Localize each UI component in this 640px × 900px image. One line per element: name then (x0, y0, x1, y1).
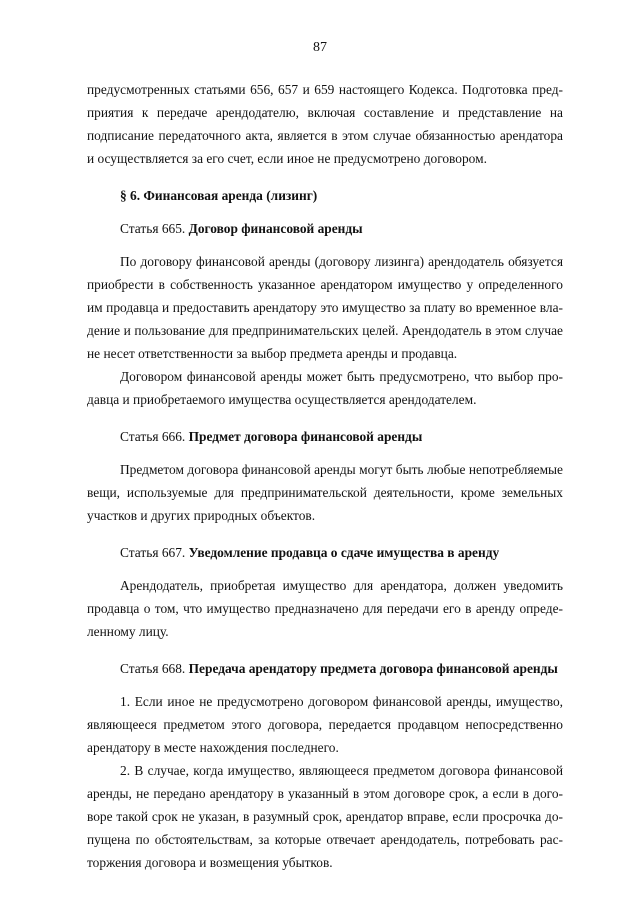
article-666-label: Статья 666. (120, 429, 186, 444)
article-666-paragraph-1: Предметом договора финансовой аренды могут быть любые непотребляемые вещи, используемые для предпринимательской деятельности, кроме земельных участков и других природных объектов. (87, 462, 563, 523)
article-668-title: Передача арендатору предмета договора финансовой аренды (188, 661, 558, 676)
page-number: 87 (313, 40, 327, 55)
article-667-label: Статья 667. (120, 545, 186, 560)
article-668-heading (87, 657, 563, 680)
article-667-paragraph-1: Арендодатель, приобретая имущество для арендатора, должен уведомить продавца о том, что имущество предназначено для передачи его в аренду определенному лицу. (87, 578, 563, 639)
article-665-label: Статья 665. (120, 221, 186, 236)
article-668-paragraph-1: 1. Если иное не предусмотрено договором финансовой аренды, имущество, являющееся предметом этого договора, передается продавцом непосредственно арендатору в месте нахождения последнего. (87, 694, 563, 755)
intro-paragraph: предусмотренных статьями 656, 657 и 659 настоящего Кодекса. Подготовка предприятия к передаче арендодателю, включая составление и представление на подписание передаточного акта, является в этом случае обязанностью арендатора и осуществляется за его счет, если иное не предусмотрено договором. (87, 82, 563, 166)
article-665-paragraph-1: По договору финансовой аренды (договору лизинга) арендодатель обязуется приобрести в собственность указанное арендатором имущество у определенного им продавца и предоставить арендатору это имущество за плату во временное владение и пользование для предпринимательских целей. Арендодатель в этом случае не несет ответственности за выбор предмета аренды и продавца. (87, 254, 563, 361)
article-667-title: Уведомление продавца о сдаче имущества в аренду (188, 545, 500, 560)
article-667-heading (87, 541, 563, 564)
article-666-heading (87, 425, 563, 448)
article-665-paragraph-2: Договором финансовой аренды может быть предусмотрено, что выбор продавца и приобретаемого имущества осуществляется арендодателем. (87, 369, 563, 407)
section-title: § 6. Финансовая аренда (лизинг) (120, 188, 318, 203)
article-668-paragraph-2: 2. В случае, когда имущество, являющееся предметом договора финансовой аренды, не передано арендатору в указанный в этом договоре срок, а если в договоре такой срок не указан, в разумный срок, арендатор вправе, если просрочка допущена по обстоятельствам, за которые отвечает арендодатель, потребовать расторжения договора и возмещения убытков. (87, 763, 563, 870)
article-665-heading (87, 217, 563, 240)
page-content (87, 78, 563, 874)
article-666-title: Предмет договора финансовой аренды (188, 429, 423, 444)
article-668-label: Статья 668. (120, 661, 186, 676)
article-665-title: Договор финансовой аренды (188, 221, 363, 236)
